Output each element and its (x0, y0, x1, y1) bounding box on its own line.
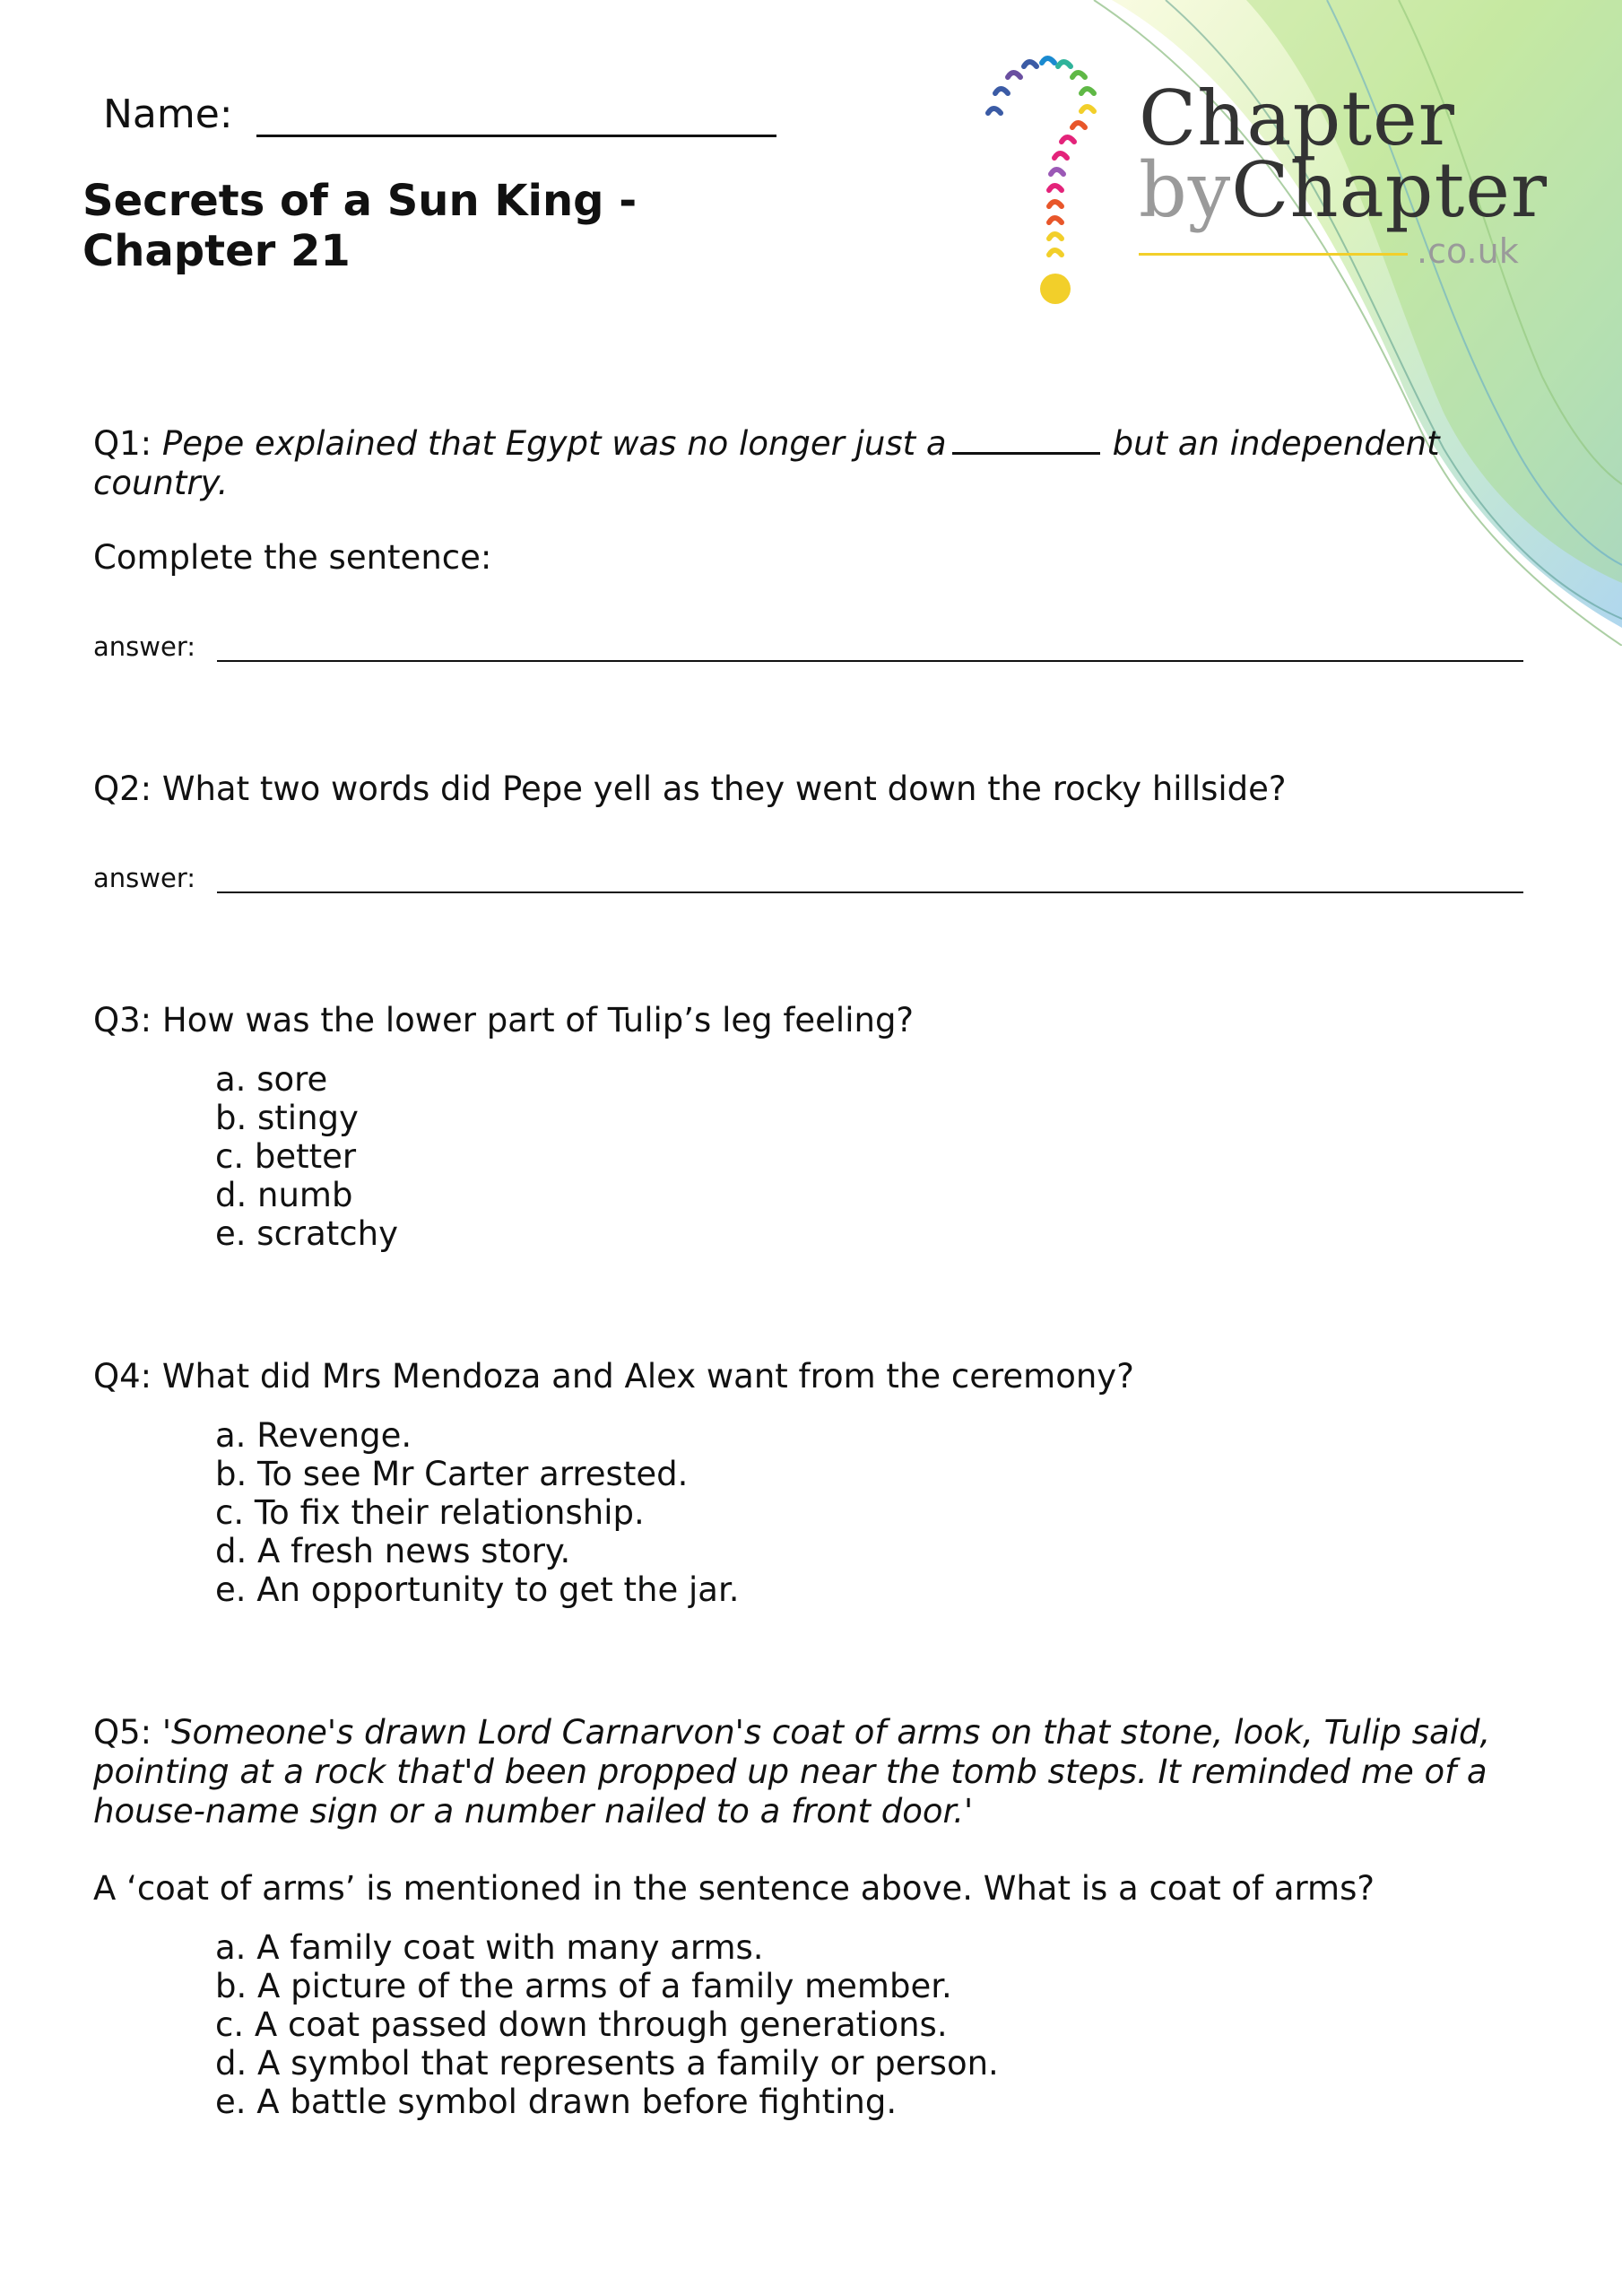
q5-option-d[interactable]: d. A symbol that represents a family or person. (215, 2044, 999, 2083)
q1-fill-blank[interactable] (952, 422, 1100, 455)
q5-option-a[interactable]: a. A family coat with many arms. (215, 1928, 764, 1967)
question-5: A ‘coat of arms’ is mentioned in the sentence above. What is a coat of arms? (93, 1869, 1375, 1908)
q1-answer-row (93, 631, 1528, 662)
q5-option-c[interactable]: c. A coat passed down through generations. (215, 2005, 948, 2044)
q2-answer-label: answer: (93, 863, 196, 893)
name-label: Name: (103, 91, 233, 137)
q4-options (215, 1416, 740, 1609)
logo-domain: .co.uk (1417, 231, 1519, 271)
q4-option-d[interactable]: d. A fresh news story. (215, 1532, 571, 1570)
q1-text-before: Pepe explained that Egypt was no longer just a (161, 424, 947, 463)
question-2: Q2: What two words did Pepe yell as they went down the rocky hillside? (93, 770, 1287, 808)
title-line-2: Chapter 21 (82, 226, 351, 276)
question-1 (93, 422, 1528, 503)
question-4: Q4: What did Mrs Mendoza and Alex want from the ceremony? (93, 1357, 1134, 1396)
name-blank-line[interactable] (256, 90, 776, 137)
q4-option-c[interactable]: c. To fix their relationship. (215, 1493, 645, 1532)
q3-option-c[interactable]: c. better (215, 1137, 357, 1176)
q3-options (215, 1060, 398, 1253)
book-question-mark-icon (968, 54, 1139, 314)
name-row (103, 90, 776, 137)
q2-answer-line[interactable] (217, 865, 1523, 893)
q5-option-e[interactable]: e. A battle symbol drawn before fighting. (215, 2083, 898, 2121)
logo-word-chapter-2: Chapter (1231, 146, 1548, 234)
q5-options (215, 1928, 999, 2121)
worksheet-title (82, 176, 637, 276)
q1-prefix: Q1: (93, 424, 162, 463)
q1-answer-label: answer: (93, 631, 196, 662)
q5-quote-line-1: 'Someone's drawn Lord Carnarvon's coat of arms on that stone, look, Tulip said, (161, 1713, 1491, 1752)
q5-prefix: Q5: (93, 1713, 162, 1752)
question-3: Q3: How was the lower part of Tulip’s leg feeling? (93, 1001, 915, 1039)
q5-quote-line-3: house-name sign or a number nailed to a front door.' (93, 1792, 974, 1831)
q5-option-b[interactable]: b. A picture of the arms of a family member. (215, 1967, 952, 2005)
q5-quote-line-2: pointing at a rock that'd been propped up near the tomb steps. It reminded me of a (93, 1752, 1488, 1791)
q3-option-b[interactable]: b. stingy (215, 1099, 359, 1137)
q3-option-a[interactable]: a. sore (215, 1060, 328, 1099)
q3-option-d[interactable]: d. numb (215, 1176, 353, 1214)
q1-instruction: Complete the sentence: (93, 538, 492, 577)
q4-option-a[interactable]: a. Revenge. (215, 1416, 412, 1455)
q1-text-after: but an independent country. (93, 424, 1440, 502)
question-5-quote (93, 1713, 1528, 1831)
q1-answer-line[interactable] (217, 633, 1523, 662)
logo-word-bychapter (1139, 146, 1548, 234)
logo-word-by: by (1139, 146, 1232, 234)
q4-option-b[interactable]: b. To see Mr Carter arrested. (215, 1455, 689, 1493)
q3-option-e[interactable]: e. scratchy (215, 1214, 398, 1253)
title-line-1: Secrets of a Sun King - (82, 176, 638, 226)
logo-word-chapter: Chapter (1139, 74, 1455, 162)
logo-underline (1139, 253, 1408, 256)
chapter-by-chapter-logo (968, 54, 1548, 314)
logo-wordmark (1139, 74, 1548, 234)
q4-option-e[interactable]: e. An opportunity to get the jar. (215, 1570, 740, 1609)
q2-answer-row (93, 863, 1528, 893)
